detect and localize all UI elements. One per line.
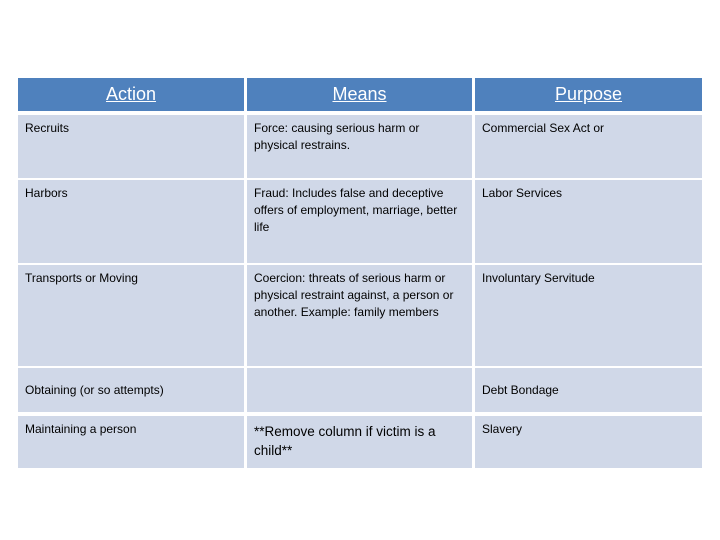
- cell-purpose: Commercial Sex Act or: [475, 115, 702, 178]
- cell-purpose: Involuntary Servitude: [475, 265, 702, 366]
- table-row: [18, 368, 702, 412]
- cell-means: Force: causing serious harm or physical restrains.: [247, 115, 472, 178]
- cell-means: **Remove column if victim is a child**: [247, 416, 472, 468]
- cell-action: Maintaining a person: [18, 416, 244, 468]
- table-row: [18, 265, 702, 366]
- table-row: [18, 180, 702, 263]
- cell-means: [247, 368, 472, 412]
- cell-action: Recruits: [18, 115, 244, 178]
- cell-purpose: Labor Services: [475, 180, 702, 263]
- cell-means: Fraud: Includes false and deceptive offers of employment, marriage, better life: [247, 180, 472, 263]
- header-action: Action: [18, 78, 244, 111]
- table-row: [18, 416, 702, 468]
- cell-action: Transports or Moving: [18, 265, 244, 366]
- table-row: [18, 115, 702, 178]
- header-means: Means: [247, 78, 472, 111]
- cell-purpose: Debt Bondage: [475, 368, 702, 412]
- cell-means: Coercion: threats of serious harm or physical restraint against, a person or another. Example: family members: [247, 265, 472, 366]
- header-purpose: Purpose: [475, 78, 702, 111]
- table-header-row: [18, 78, 702, 111]
- cell-action: Harbors: [18, 180, 244, 263]
- cell-action: Obtaining (or so attempts): [18, 368, 244, 412]
- cell-purpose: Slavery: [475, 416, 702, 468]
